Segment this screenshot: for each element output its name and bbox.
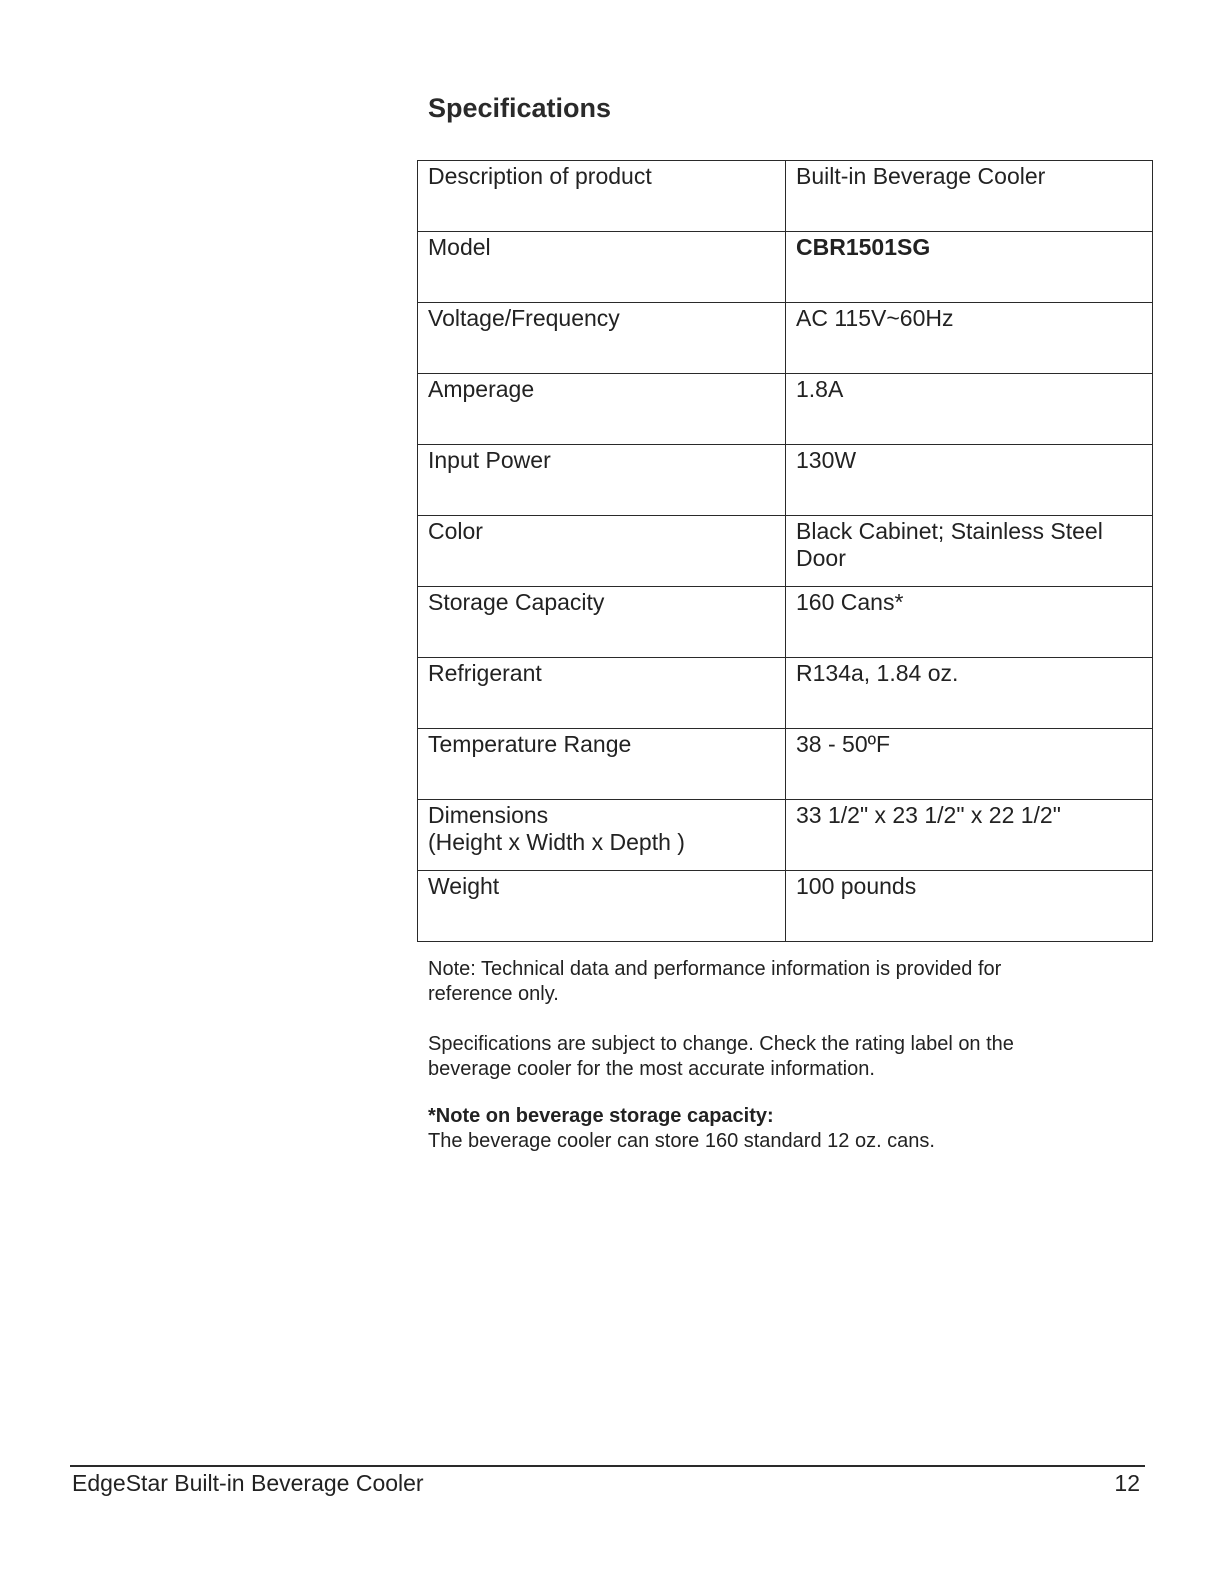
table-row — [418, 800, 1153, 871]
spec-value-input-power: 130W — [786, 445, 1153, 516]
spec-label-storage-capacity: Storage Capacity — [418, 587, 786, 658]
spec-label-input-power: Input Power — [418, 445, 786, 516]
spec-value-voltage: AC 115V~60Hz — [786, 303, 1153, 374]
technical-data-note: Note: Technical data and performance information is provided for reference only. — [428, 958, 1002, 1005]
spec-value-amperage: 1.8A — [786, 374, 1153, 445]
table-row — [418, 516, 1153, 587]
spec-label-weight: Weight — [418, 871, 786, 942]
table-row — [418, 871, 1153, 942]
spec-value-color: Black Cabinet; Stainless Steel Door — [786, 516, 1153, 587]
footer-divider — [70, 1465, 1145, 1467]
spec-label-refrigerant: Refrigerant — [418, 658, 786, 729]
table-row — [418, 161, 1153, 232]
table-row — [418, 587, 1153, 658]
table-row — [418, 374, 1153, 445]
table-row — [418, 658, 1153, 729]
spec-label-temperature-range: Temperature Range — [418, 729, 786, 800]
table-row — [418, 729, 1153, 800]
table-row — [418, 303, 1153, 374]
spec-label-amperage: Amperage — [418, 374, 786, 445]
capacity-note-text: The beverage cooler can store 160 standard 12 oz. cans. — [428, 1130, 935, 1152]
page-title: Specifications — [428, 93, 612, 123]
table-row — [418, 232, 1153, 303]
spec-label-model: Model — [418, 232, 786, 303]
spec-value-description: Built-in Beverage Cooler — [786, 161, 1153, 232]
spec-value-weight: 100 pounds — [786, 871, 1153, 942]
spec-value-temperature-range: 38 - 50ºF — [786, 729, 1153, 800]
spec-label-color: Color — [418, 516, 786, 587]
table-row — [418, 445, 1153, 516]
specifications-change-note: Specifications are subject to change. Check the rating label on the beverage cooler for the most accurate information. — [428, 1033, 1014, 1080]
spec-label-dimensions: Dimensions (Height x Width x Depth ) — [418, 800, 786, 871]
page-number: 12 — [1114, 1470, 1140, 1496]
specifications-table — [417, 160, 1153, 942]
notes-section — [428, 957, 1128, 1154]
spec-value-storage-capacity: 160 Cans* — [786, 587, 1153, 658]
spec-value-dimensions: 33 1/2" x 23 1/2" x 22 1/2" — [786, 800, 1153, 871]
spec-value-refrigerant: R134a, 1.84 oz. — [786, 658, 1153, 729]
footer-title: EdgeStar Built-in Beverage Cooler — [72, 1470, 424, 1496]
capacity-note-heading: *Note on beverage storage capacity: — [428, 1105, 774, 1127]
spec-label-voltage: Voltage/Frequency — [418, 303, 786, 374]
spec-label-description: Description of product — [418, 161, 786, 232]
spec-value-model: CBR1501SG — [786, 232, 1153, 303]
